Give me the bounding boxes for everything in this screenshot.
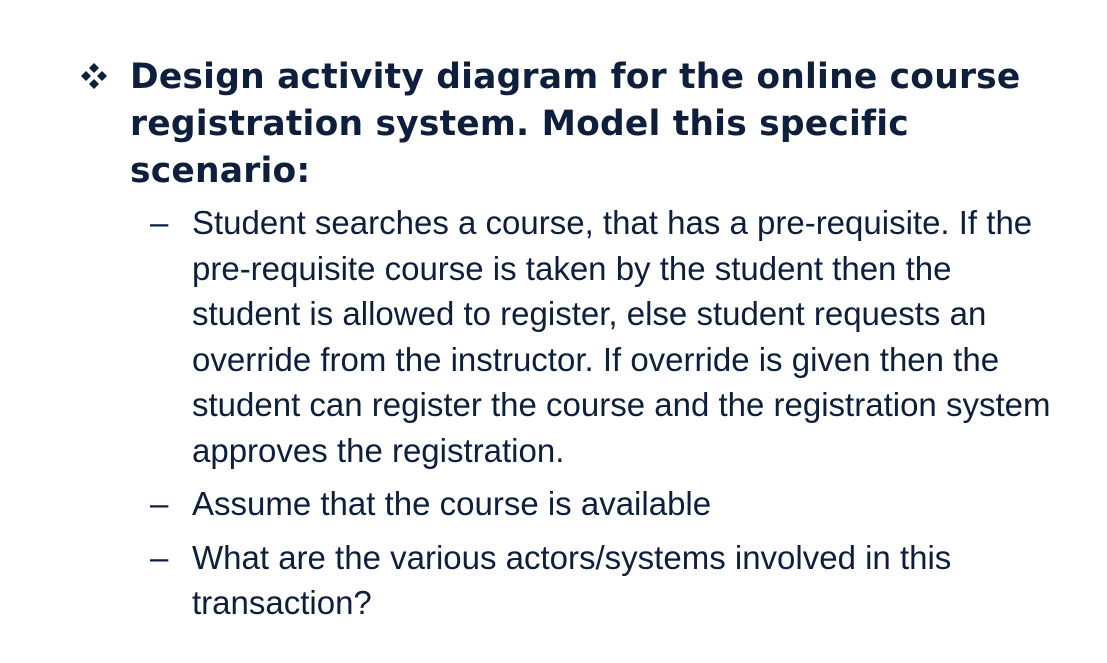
main-bullet-point	[80, 54, 1070, 195]
sub-bullet-item	[150, 200, 1055, 473]
sub-bullet-item	[150, 481, 1055, 527]
sub-bullet-list	[150, 200, 1055, 634]
sub-bullet-text: What are the various actors/systems involved in this transaction?	[192, 538, 952, 621]
slide-heading: Design activity diagram for the online course registration system. Model this specific scenario:	[130, 57, 1021, 191]
dash-bullet-icon: –	[150, 204, 169, 241]
sub-bullet-text: Assume that the course is available	[192, 485, 712, 522]
dash-bullet-icon: –	[150, 538, 169, 576]
dash-bullet-icon: –	[150, 485, 169, 522]
four-diamond-bullet-icon	[80, 62, 108, 90]
sub-bullet-text: Student searches a course, that has a pre-requisite. If the pre-requisite course is taken by the student then the student is allowed to register, else student requests an override from the instructor. If override is given then the student can register the course and the registration system approves the registration.	[192, 204, 1051, 469]
sub-bullet-item	[150, 535, 1055, 626]
